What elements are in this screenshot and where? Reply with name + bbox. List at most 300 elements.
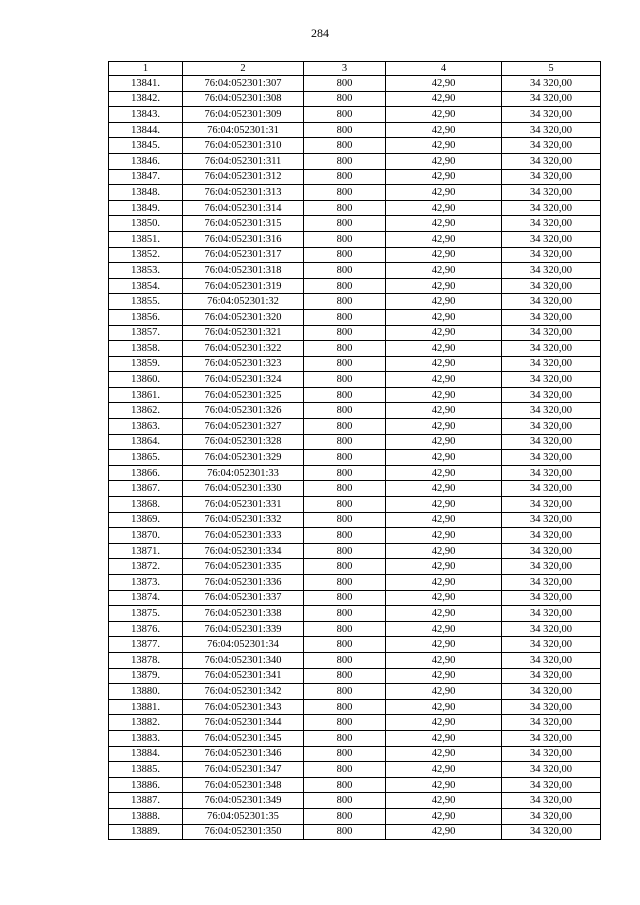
table-row	[109, 668, 601, 684]
area-cell: 800	[304, 652, 386, 668]
table-row	[109, 621, 601, 637]
row-number-cell: 13869.	[109, 512, 183, 528]
area-cell: 800	[304, 356, 386, 372]
cadastral-number-cell: 76:04:052301:319	[183, 278, 304, 294]
row-number-cell: 13878.	[109, 652, 183, 668]
header-row	[109, 62, 601, 76]
cadastral-number-cell: 76:04:052301:331	[183, 497, 304, 513]
area-cell: 800	[304, 138, 386, 154]
amount-cell: 34 320,00	[502, 263, 601, 279]
cadastral-number-cell: 76:04:052301:308	[183, 91, 304, 107]
registry-table	[108, 61, 601, 840]
rate-cell: 42,90	[386, 746, 502, 762]
amount-cell: 34 320,00	[502, 497, 601, 513]
area-cell: 800	[304, 403, 386, 419]
rate-cell: 42,90	[386, 730, 502, 746]
row-number-cell: 13843.	[109, 107, 183, 123]
amount-cell: 34 320,00	[502, 543, 601, 559]
area-cell: 800	[304, 668, 386, 684]
rate-cell: 42,90	[386, 185, 502, 201]
amount-cell: 34 320,00	[502, 200, 601, 216]
table-row	[109, 606, 601, 622]
amount-cell: 34 320,00	[502, 294, 601, 310]
amount-cell: 34 320,00	[502, 668, 601, 684]
rate-cell: 42,90	[386, 465, 502, 481]
area-cell: 800	[304, 497, 386, 513]
area-cell: 800	[304, 153, 386, 169]
table-row	[109, 231, 601, 247]
cadastral-number-cell: 76:04:052301:342	[183, 684, 304, 700]
area-cell: 800	[304, 419, 386, 435]
amount-cell: 34 320,00	[502, 278, 601, 294]
rate-cell: 42,90	[386, 278, 502, 294]
area-cell: 800	[304, 512, 386, 528]
row-number-cell: 13858.	[109, 341, 183, 357]
amount-cell: 34 320,00	[502, 684, 601, 700]
amount-cell: 34 320,00	[502, 715, 601, 731]
table-row	[109, 278, 601, 294]
area-cell: 800	[304, 263, 386, 279]
table-row	[109, 497, 601, 513]
area-cell: 800	[304, 450, 386, 466]
rate-cell: 42,90	[386, 808, 502, 824]
row-number-cell: 13886.	[109, 777, 183, 793]
amount-cell: 34 320,00	[502, 372, 601, 388]
row-number-cell: 13870.	[109, 528, 183, 544]
rate-cell: 42,90	[386, 762, 502, 778]
cadastral-number-cell: 76:04:052301:340	[183, 652, 304, 668]
rate-cell: 42,90	[386, 715, 502, 731]
cadastral-number-cell: 76:04:052301:345	[183, 730, 304, 746]
amount-cell: 34 320,00	[502, 621, 601, 637]
area-cell: 800	[304, 309, 386, 325]
amount-cell: 34 320,00	[502, 138, 601, 154]
cadastral-number-cell: 76:04:052301:309	[183, 107, 304, 123]
rate-cell: 42,90	[386, 216, 502, 232]
cadastral-number-cell: 76:04:052301:330	[183, 481, 304, 497]
table-body	[109, 76, 601, 840]
area-cell: 800	[304, 808, 386, 824]
table-row	[109, 762, 601, 778]
amount-cell: 34 320,00	[502, 309, 601, 325]
row-number-cell: 13884.	[109, 746, 183, 762]
table-row	[109, 76, 601, 92]
table-row	[109, 512, 601, 528]
area-cell: 800	[304, 684, 386, 700]
cadastral-number-cell: 76:04:052301:328	[183, 434, 304, 450]
row-number-cell: 13856.	[109, 309, 183, 325]
rate-cell: 42,90	[386, 824, 502, 840]
area-cell: 800	[304, 699, 386, 715]
table-row	[109, 715, 601, 731]
rate-cell: 42,90	[386, 247, 502, 263]
amount-cell: 34 320,00	[502, 762, 601, 778]
area-cell: 800	[304, 621, 386, 637]
area-cell: 800	[304, 575, 386, 591]
amount-cell: 34 320,00	[502, 185, 601, 201]
area-cell: 800	[304, 715, 386, 731]
cadastral-number-cell: 76:04:052301:313	[183, 185, 304, 201]
table-row	[109, 730, 601, 746]
row-number-cell: 13877.	[109, 637, 183, 653]
table-row	[109, 138, 601, 154]
area-cell: 800	[304, 341, 386, 357]
table-row	[109, 200, 601, 216]
table-header	[109, 62, 601, 76]
table-row	[109, 793, 601, 809]
amount-cell: 34 320,00	[502, 434, 601, 450]
table-row	[109, 652, 601, 668]
row-number-cell: 13845.	[109, 138, 183, 154]
rate-cell: 42,90	[386, 341, 502, 357]
row-number-cell: 13863.	[109, 419, 183, 435]
table-row	[109, 559, 601, 575]
amount-cell: 34 320,00	[502, 808, 601, 824]
area-cell: 800	[304, 107, 386, 123]
rate-cell: 42,90	[386, 637, 502, 653]
amount-cell: 34 320,00	[502, 356, 601, 372]
cadastral-number-cell: 76:04:052301:312	[183, 169, 304, 185]
rate-cell: 42,90	[386, 575, 502, 591]
row-number-cell: 13861.	[109, 387, 183, 403]
cadastral-number-cell: 76:04:052301:341	[183, 668, 304, 684]
row-number-cell: 13866.	[109, 465, 183, 481]
row-number-cell: 13879.	[109, 668, 183, 684]
rate-cell: 42,90	[386, 76, 502, 92]
area-cell: 800	[304, 231, 386, 247]
cadastral-number-cell: 76:04:052301:332	[183, 512, 304, 528]
cadastral-number-cell: 76:04:052301:339	[183, 621, 304, 637]
row-number-cell: 13853.	[109, 263, 183, 279]
amount-cell: 34 320,00	[502, 575, 601, 591]
rate-cell: 42,90	[386, 372, 502, 388]
cadastral-number-cell: 76:04:052301:347	[183, 762, 304, 778]
table-row	[109, 543, 601, 559]
area-cell: 800	[304, 434, 386, 450]
table-row	[109, 746, 601, 762]
rate-cell: 42,90	[386, 684, 502, 700]
amount-cell: 34 320,00	[502, 777, 601, 793]
amount-cell: 34 320,00	[502, 793, 601, 809]
row-number-cell: 13860.	[109, 372, 183, 388]
rate-cell: 42,90	[386, 263, 502, 279]
row-number-cell: 13841.	[109, 76, 183, 92]
cadastral-number-cell: 76:04:052301:350	[183, 824, 304, 840]
amount-cell: 34 320,00	[502, 387, 601, 403]
area-cell: 800	[304, 247, 386, 263]
row-number-cell: 13871.	[109, 543, 183, 559]
row-number-cell: 13844.	[109, 122, 183, 138]
cadastral-number-cell: 76:04:052301:336	[183, 575, 304, 591]
cadastral-number-cell: 76:04:052301:34	[183, 637, 304, 653]
amount-cell: 34 320,00	[502, 247, 601, 263]
row-number-cell: 13873.	[109, 575, 183, 591]
cadastral-number-cell: 76:04:052301:310	[183, 138, 304, 154]
row-number-cell: 13883.	[109, 730, 183, 746]
rate-cell: 42,90	[386, 153, 502, 169]
rate-cell: 42,90	[386, 138, 502, 154]
rate-cell: 42,90	[386, 793, 502, 809]
row-number-cell: 13848.	[109, 185, 183, 201]
row-number-cell: 13881.	[109, 699, 183, 715]
area-cell: 800	[304, 559, 386, 575]
amount-cell: 34 320,00	[502, 169, 601, 185]
rate-cell: 42,90	[386, 122, 502, 138]
table-row	[109, 699, 601, 715]
amount-cell: 34 320,00	[502, 559, 601, 575]
cadastral-number-cell: 76:04:052301:337	[183, 590, 304, 606]
rate-cell: 42,90	[386, 497, 502, 513]
cadastral-number-cell: 76:04:052301:326	[183, 403, 304, 419]
area-cell: 800	[304, 185, 386, 201]
rate-cell: 42,90	[386, 621, 502, 637]
area-cell: 800	[304, 278, 386, 294]
row-number-cell: 13846.	[109, 153, 183, 169]
row-number-cell: 13849.	[109, 200, 183, 216]
table-row	[109, 590, 601, 606]
cadastral-number-cell: 76:04:052301:344	[183, 715, 304, 731]
amount-cell: 34 320,00	[502, 652, 601, 668]
row-number-cell: 13864.	[109, 434, 183, 450]
rate-cell: 42,90	[386, 590, 502, 606]
amount-cell: 34 320,00	[502, 153, 601, 169]
amount-cell: 34 320,00	[502, 450, 601, 466]
row-number-cell: 13851.	[109, 231, 183, 247]
table-row	[109, 637, 601, 653]
table-row	[109, 153, 601, 169]
row-number-cell: 13872.	[109, 559, 183, 575]
rate-cell: 42,90	[386, 356, 502, 372]
rate-cell: 42,90	[386, 325, 502, 341]
amount-cell: 34 320,00	[502, 122, 601, 138]
cadastral-number-cell: 76:04:052301:327	[183, 419, 304, 435]
table-row	[109, 824, 601, 840]
area-cell: 800	[304, 824, 386, 840]
rate-cell: 42,90	[386, 699, 502, 715]
amount-cell: 34 320,00	[502, 231, 601, 247]
amount-cell: 34 320,00	[502, 465, 601, 481]
amount-cell: 34 320,00	[502, 419, 601, 435]
table-row	[109, 247, 601, 263]
amount-cell: 34 320,00	[502, 107, 601, 123]
row-number-cell: 13885.	[109, 762, 183, 778]
amount-cell: 34 320,00	[502, 403, 601, 419]
table-row	[109, 356, 601, 372]
area-cell: 800	[304, 528, 386, 544]
cadastral-number-cell: 76:04:052301:31	[183, 122, 304, 138]
amount-cell: 34 320,00	[502, 528, 601, 544]
cadastral-number-cell: 76:04:052301:307	[183, 76, 304, 92]
amount-cell: 34 320,00	[502, 481, 601, 497]
rate-cell: 42,90	[386, 309, 502, 325]
area-cell: 800	[304, 216, 386, 232]
column-header: 1	[109, 62, 183, 76]
row-number-cell: 13847.	[109, 169, 183, 185]
row-number-cell: 13854.	[109, 278, 183, 294]
rate-cell: 42,90	[386, 606, 502, 622]
amount-cell: 34 320,00	[502, 91, 601, 107]
cadastral-number-cell: 76:04:052301:324	[183, 372, 304, 388]
area-cell: 800	[304, 122, 386, 138]
table-row	[109, 465, 601, 481]
row-number-cell: 13889.	[109, 824, 183, 840]
row-number-cell: 13887.	[109, 793, 183, 809]
table-row	[109, 309, 601, 325]
cadastral-number-cell: 76:04:052301:315	[183, 216, 304, 232]
rate-cell: 42,90	[386, 434, 502, 450]
area-cell: 800	[304, 543, 386, 559]
cadastral-number-cell: 76:04:052301:321	[183, 325, 304, 341]
table-row	[109, 263, 601, 279]
table-row	[109, 528, 601, 544]
cadastral-number-cell: 76:04:052301:325	[183, 387, 304, 403]
row-number-cell: 13855.	[109, 294, 183, 310]
area-cell: 800	[304, 200, 386, 216]
amount-cell: 34 320,00	[502, 341, 601, 357]
area-cell: 800	[304, 777, 386, 793]
row-number-cell: 13867.	[109, 481, 183, 497]
rate-cell: 42,90	[386, 543, 502, 559]
area-cell: 800	[304, 730, 386, 746]
table-row	[109, 387, 601, 403]
area-cell: 800	[304, 465, 386, 481]
amount-cell: 34 320,00	[502, 216, 601, 232]
row-number-cell: 13888.	[109, 808, 183, 824]
amount-cell: 34 320,00	[502, 699, 601, 715]
table-row	[109, 372, 601, 388]
cadastral-number-cell: 76:04:052301:317	[183, 247, 304, 263]
table-row	[109, 185, 601, 201]
cadastral-number-cell: 76:04:052301:311	[183, 153, 304, 169]
row-number-cell: 13882.	[109, 715, 183, 731]
row-number-cell: 13874.	[109, 590, 183, 606]
cadastral-number-cell: 76:04:052301:322	[183, 341, 304, 357]
rate-cell: 42,90	[386, 200, 502, 216]
area-cell: 800	[304, 325, 386, 341]
cadastral-number-cell: 76:04:052301:343	[183, 699, 304, 715]
table-row	[109, 122, 601, 138]
table-row	[109, 434, 601, 450]
area-cell: 800	[304, 169, 386, 185]
table-row	[109, 684, 601, 700]
row-number-cell: 13865.	[109, 450, 183, 466]
rate-cell: 42,90	[386, 91, 502, 107]
amount-cell: 34 320,00	[502, 606, 601, 622]
table-row	[109, 294, 601, 310]
cadastral-number-cell: 76:04:052301:32	[183, 294, 304, 310]
amount-cell: 34 320,00	[502, 730, 601, 746]
column-header: 4	[386, 62, 502, 76]
page-number: 284	[311, 26, 329, 40]
amount-cell: 34 320,00	[502, 637, 601, 653]
rate-cell: 42,90	[386, 481, 502, 497]
rate-cell: 42,90	[386, 294, 502, 310]
cadastral-number-cell: 76:04:052301:314	[183, 200, 304, 216]
table-row	[109, 450, 601, 466]
row-number-cell: 13852.	[109, 247, 183, 263]
cadastral-number-cell: 76:04:052301:320	[183, 309, 304, 325]
cadastral-number-cell: 76:04:052301:333	[183, 528, 304, 544]
amount-cell: 34 320,00	[502, 325, 601, 341]
area-cell: 800	[304, 793, 386, 809]
rate-cell: 42,90	[386, 169, 502, 185]
amount-cell: 34 320,00	[502, 590, 601, 606]
cadastral-number-cell: 76:04:052301:346	[183, 746, 304, 762]
rate-cell: 42,90	[386, 450, 502, 466]
area-cell: 800	[304, 606, 386, 622]
area-cell: 800	[304, 294, 386, 310]
area-cell: 800	[304, 91, 386, 107]
area-cell: 800	[304, 387, 386, 403]
row-number-cell: 13875.	[109, 606, 183, 622]
row-number-cell: 13850.	[109, 216, 183, 232]
table-row	[109, 107, 601, 123]
table-row	[109, 325, 601, 341]
table-row	[109, 91, 601, 107]
cadastral-number-cell: 76:04:052301:334	[183, 543, 304, 559]
row-number-cell: 13868.	[109, 497, 183, 513]
area-cell: 800	[304, 746, 386, 762]
rate-cell: 42,90	[386, 231, 502, 247]
amount-cell: 34 320,00	[502, 512, 601, 528]
rate-cell: 42,90	[386, 528, 502, 544]
rate-cell: 42,90	[386, 777, 502, 793]
table-row	[109, 777, 601, 793]
row-number-cell: 13842.	[109, 91, 183, 107]
cadastral-number-cell: 76:04:052301:35	[183, 808, 304, 824]
column-header: 3	[304, 62, 386, 76]
row-number-cell: 13862.	[109, 403, 183, 419]
table-row	[109, 403, 601, 419]
table-row	[109, 808, 601, 824]
table-row	[109, 419, 601, 435]
table-row	[109, 481, 601, 497]
row-number-cell: 13859.	[109, 356, 183, 372]
cadastral-number-cell: 76:04:052301:329	[183, 450, 304, 466]
cadastral-number-cell: 76:04:052301:338	[183, 606, 304, 622]
cadastral-number-cell: 76:04:052301:318	[183, 263, 304, 279]
column-header: 5	[502, 62, 601, 76]
rate-cell: 42,90	[386, 387, 502, 403]
area-cell: 800	[304, 372, 386, 388]
cadastral-number-cell: 76:04:052301:316	[183, 231, 304, 247]
table-row	[109, 575, 601, 591]
table-row	[109, 216, 601, 232]
cadastral-number-cell: 76:04:052301:33	[183, 465, 304, 481]
cadastral-number-cell: 76:04:052301:348	[183, 777, 304, 793]
column-header: 2	[183, 62, 304, 76]
rate-cell: 42,90	[386, 512, 502, 528]
rate-cell: 42,90	[386, 403, 502, 419]
cadastral-number-cell: 76:04:052301:349	[183, 793, 304, 809]
row-number-cell: 13876.	[109, 621, 183, 637]
amount-cell: 34 320,00	[502, 746, 601, 762]
cadastral-number-cell: 76:04:052301:323	[183, 356, 304, 372]
amount-cell: 34 320,00	[502, 824, 601, 840]
table-row	[109, 341, 601, 357]
rate-cell: 42,90	[386, 107, 502, 123]
area-cell: 800	[304, 762, 386, 778]
rate-cell: 42,90	[386, 668, 502, 684]
rate-cell: 42,90	[386, 419, 502, 435]
amount-cell: 34 320,00	[502, 76, 601, 92]
cadastral-number-cell: 76:04:052301:335	[183, 559, 304, 575]
area-cell: 800	[304, 590, 386, 606]
row-number-cell: 13857.	[109, 325, 183, 341]
table-row	[109, 169, 601, 185]
area-cell: 800	[304, 76, 386, 92]
rate-cell: 42,90	[386, 559, 502, 575]
